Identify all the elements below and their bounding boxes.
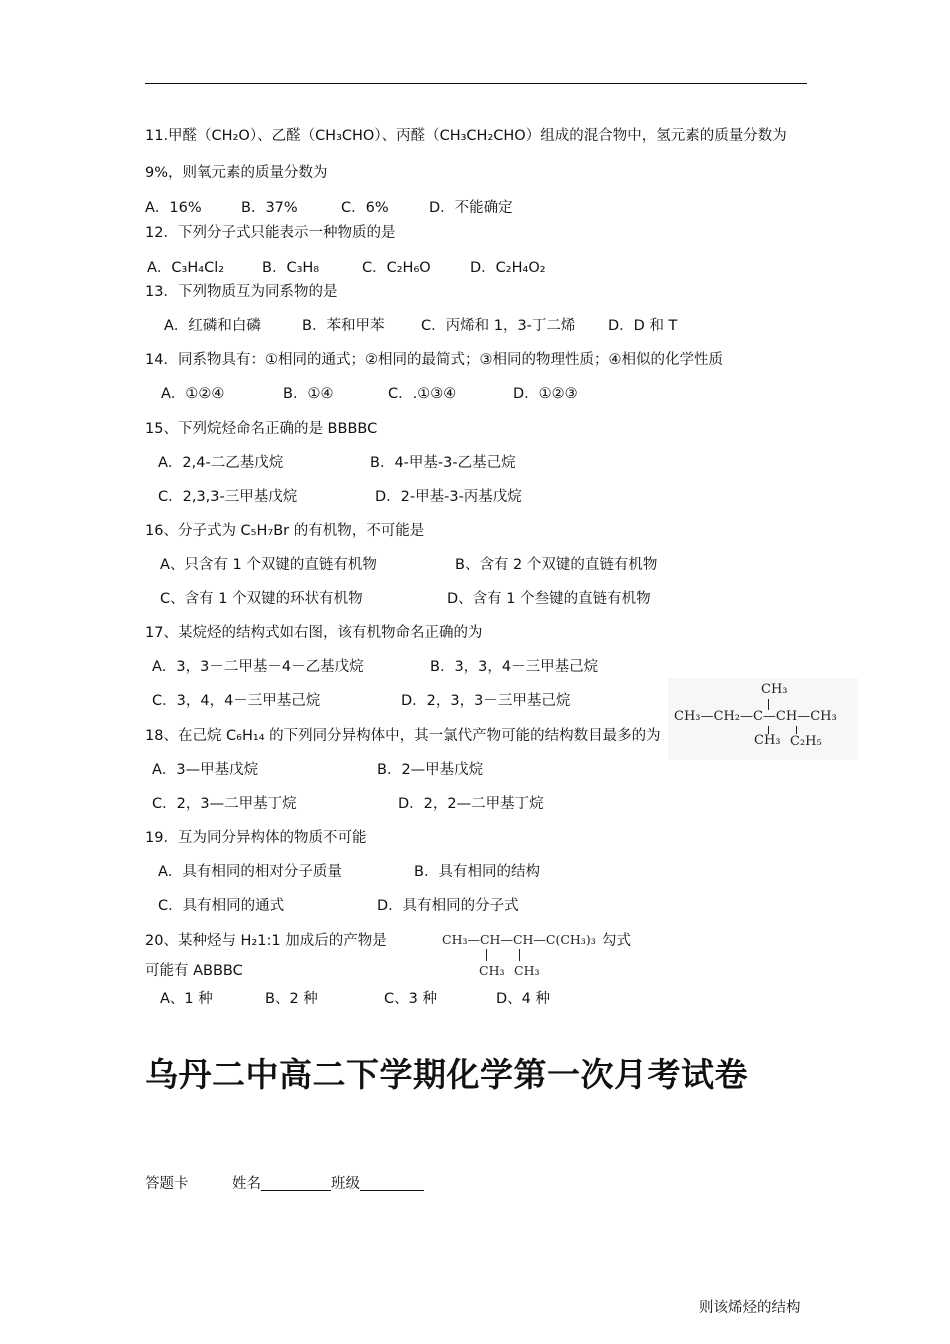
q13-stem: 13．下列物质互为同系物的是 xyxy=(145,284,338,300)
q20-stem-cont: 可能有 ABBBC xyxy=(145,963,243,979)
answer-card-label: 答题卡 xyxy=(145,1176,189,1192)
q20-struct-sub2: CH₃ xyxy=(514,963,540,978)
q20-option-c: C、3 种 xyxy=(384,991,437,1007)
q17-option-c: C．3，4，4－三甲基己烷 xyxy=(152,693,321,709)
q19-stem: 19．互为同分异构体的物质不可能 xyxy=(145,830,367,846)
q20-option-d: D、4 种 xyxy=(496,991,550,1007)
q17-option-a: A．3，3－二甲基－4－乙基戊烷 xyxy=(152,659,364,675)
q16-option-a: A、只含有 1 个双键的直链有机物 xyxy=(160,557,377,573)
q12-option-c: C．C₂H₆O xyxy=(362,260,431,276)
q20-option-b: B、2 种 xyxy=(265,991,318,1007)
q17-option-b: B．3，3，4－三甲基己烷 xyxy=(430,659,599,675)
q17-option-d: D．2，3，3－三甲基己烷 xyxy=(401,693,571,709)
q14-option-c: C．.①③④ xyxy=(388,386,457,402)
q18-option-b: B．2—甲基戊烷 xyxy=(377,762,484,778)
q11-stem: 11.甲醛（CH₂O）、乙醛（CH₃CHO）、丙醛（CH₃CH₂CHO）组成的混合物中，氢元素的质量分数为 xyxy=(145,128,787,144)
q12-option-d: D．C₂H₄O₂ xyxy=(470,260,546,276)
q15-option-b: B．4-甲基-3-乙基己烷 xyxy=(370,455,516,471)
name-label: 姓名 xyxy=(232,1176,261,1192)
q20-struct-main: CH₃—CH—CH—C(CH₃)₃ xyxy=(442,932,596,947)
q17-struct-top: CH₃ xyxy=(761,682,788,697)
q15-option-d: D．2-甲基-3-丙基戊烷 xyxy=(375,489,522,505)
q13-option-b: B．苯和甲苯 xyxy=(302,318,385,334)
q18-option-a: A．3—甲基戊烷 xyxy=(152,762,259,778)
q16-stem: 16、分子式为 C₅H₇Br 的有机物，不可能是 xyxy=(145,523,425,539)
q12-stem: 12．下列分子式只能表示一种物质的是 xyxy=(145,225,396,241)
q18-option-c: C．2，3—二甲基丁烷 xyxy=(152,796,297,812)
q14-option-d: D．①②③ xyxy=(513,386,578,402)
q17-structure-figure xyxy=(668,678,858,760)
q16-option-c: C、含有 1 个双键的环状有机物 xyxy=(160,591,363,607)
q15-option-a: A．2,4-二乙基戊烷 xyxy=(158,455,284,471)
q12-option-a: A．C₃H₄Cl₂ xyxy=(147,260,225,276)
q11-option-c: C．6% xyxy=(341,200,389,216)
q16-option-b: B、含有 2 个双键的直链有机物 xyxy=(455,557,658,573)
q20-option-a: A、1 种 xyxy=(160,991,213,1007)
q13-option-c: C．丙烯和 1，3-丁二烯 xyxy=(421,318,576,334)
q19-option-d: D．具有相同的分子式 xyxy=(377,898,519,914)
class-label: 班级 xyxy=(331,1176,360,1192)
q15-stem: 15、下列烷烃命名正确的是 BBBBC xyxy=(145,421,378,437)
q19-option-a: A．具有相同的相对分子质量 xyxy=(158,864,342,880)
q20-struct-bond-2 xyxy=(519,949,520,961)
q17-struct-bottom-left: CH₃ xyxy=(754,733,781,748)
q14-stem: 14．同系物具有：①相同的通式；②相同的最简式；③相同的物理性质；④相似的化学性质 xyxy=(145,352,723,368)
q14-option-b: B．①④ xyxy=(283,386,334,402)
q16-option-d: D、含有 1 个叁键的直链有机物 xyxy=(447,591,651,607)
q20-struct-bond-1 xyxy=(486,949,487,961)
q11-option-a: A．16% xyxy=(145,200,202,216)
q18-stem: 18、在己烷 C₆H₁₄ 的下列同分异构体中，其一氯代产物可能的结构数目最多的为 xyxy=(145,728,661,744)
q18-option-d: D．2，2—二甲基丁烷 xyxy=(398,796,544,812)
q11-option-d: D．不能确定 xyxy=(429,200,513,216)
q17-struct-bottom-right: C₂H₅ xyxy=(790,734,822,749)
class-blank[interactable] xyxy=(360,1176,424,1191)
q13-option-a: A．红磷和白磷 xyxy=(164,318,261,334)
q11-stem-cont: 9%，则氧元素的质量分数为 xyxy=(145,165,328,181)
footer-text: 则该烯烃的结构 xyxy=(699,1300,801,1316)
q17-struct-bond-down-right xyxy=(796,726,797,734)
name-field xyxy=(232,1175,424,1193)
q20-struct-tail: 勾式 xyxy=(602,933,631,949)
q15-option-c: C．2,3,3-三甲基戊烷 xyxy=(158,489,298,505)
q19-option-b: B．具有相同的结构 xyxy=(414,864,540,880)
q17-stem: 17、某烷烃的结构式如右图，该有机物命名正确的为 xyxy=(145,625,483,641)
q14-option-a: A．①②④ xyxy=(161,386,225,402)
q11-option-b: B．37% xyxy=(241,200,298,216)
q19-option-c: C．具有相同的通式 xyxy=(158,898,285,914)
q20-struct-sub1: CH₃ xyxy=(479,963,505,978)
q20-stem: 20、某种烃与 H₂1:1 加成后的产物是 xyxy=(145,933,387,949)
q12-option-b: B．C₃H₈ xyxy=(262,260,320,276)
name-blank[interactable] xyxy=(261,1176,331,1191)
q13-option-d: D．D 和 T xyxy=(608,318,678,334)
q17-struct-main: CH₃—CH₂—C—CH—CH₃ xyxy=(674,709,837,724)
exam-title: 乌丹二中高二下学期化学第一次月考试卷 xyxy=(145,1055,748,1094)
header-rule xyxy=(145,83,807,84)
